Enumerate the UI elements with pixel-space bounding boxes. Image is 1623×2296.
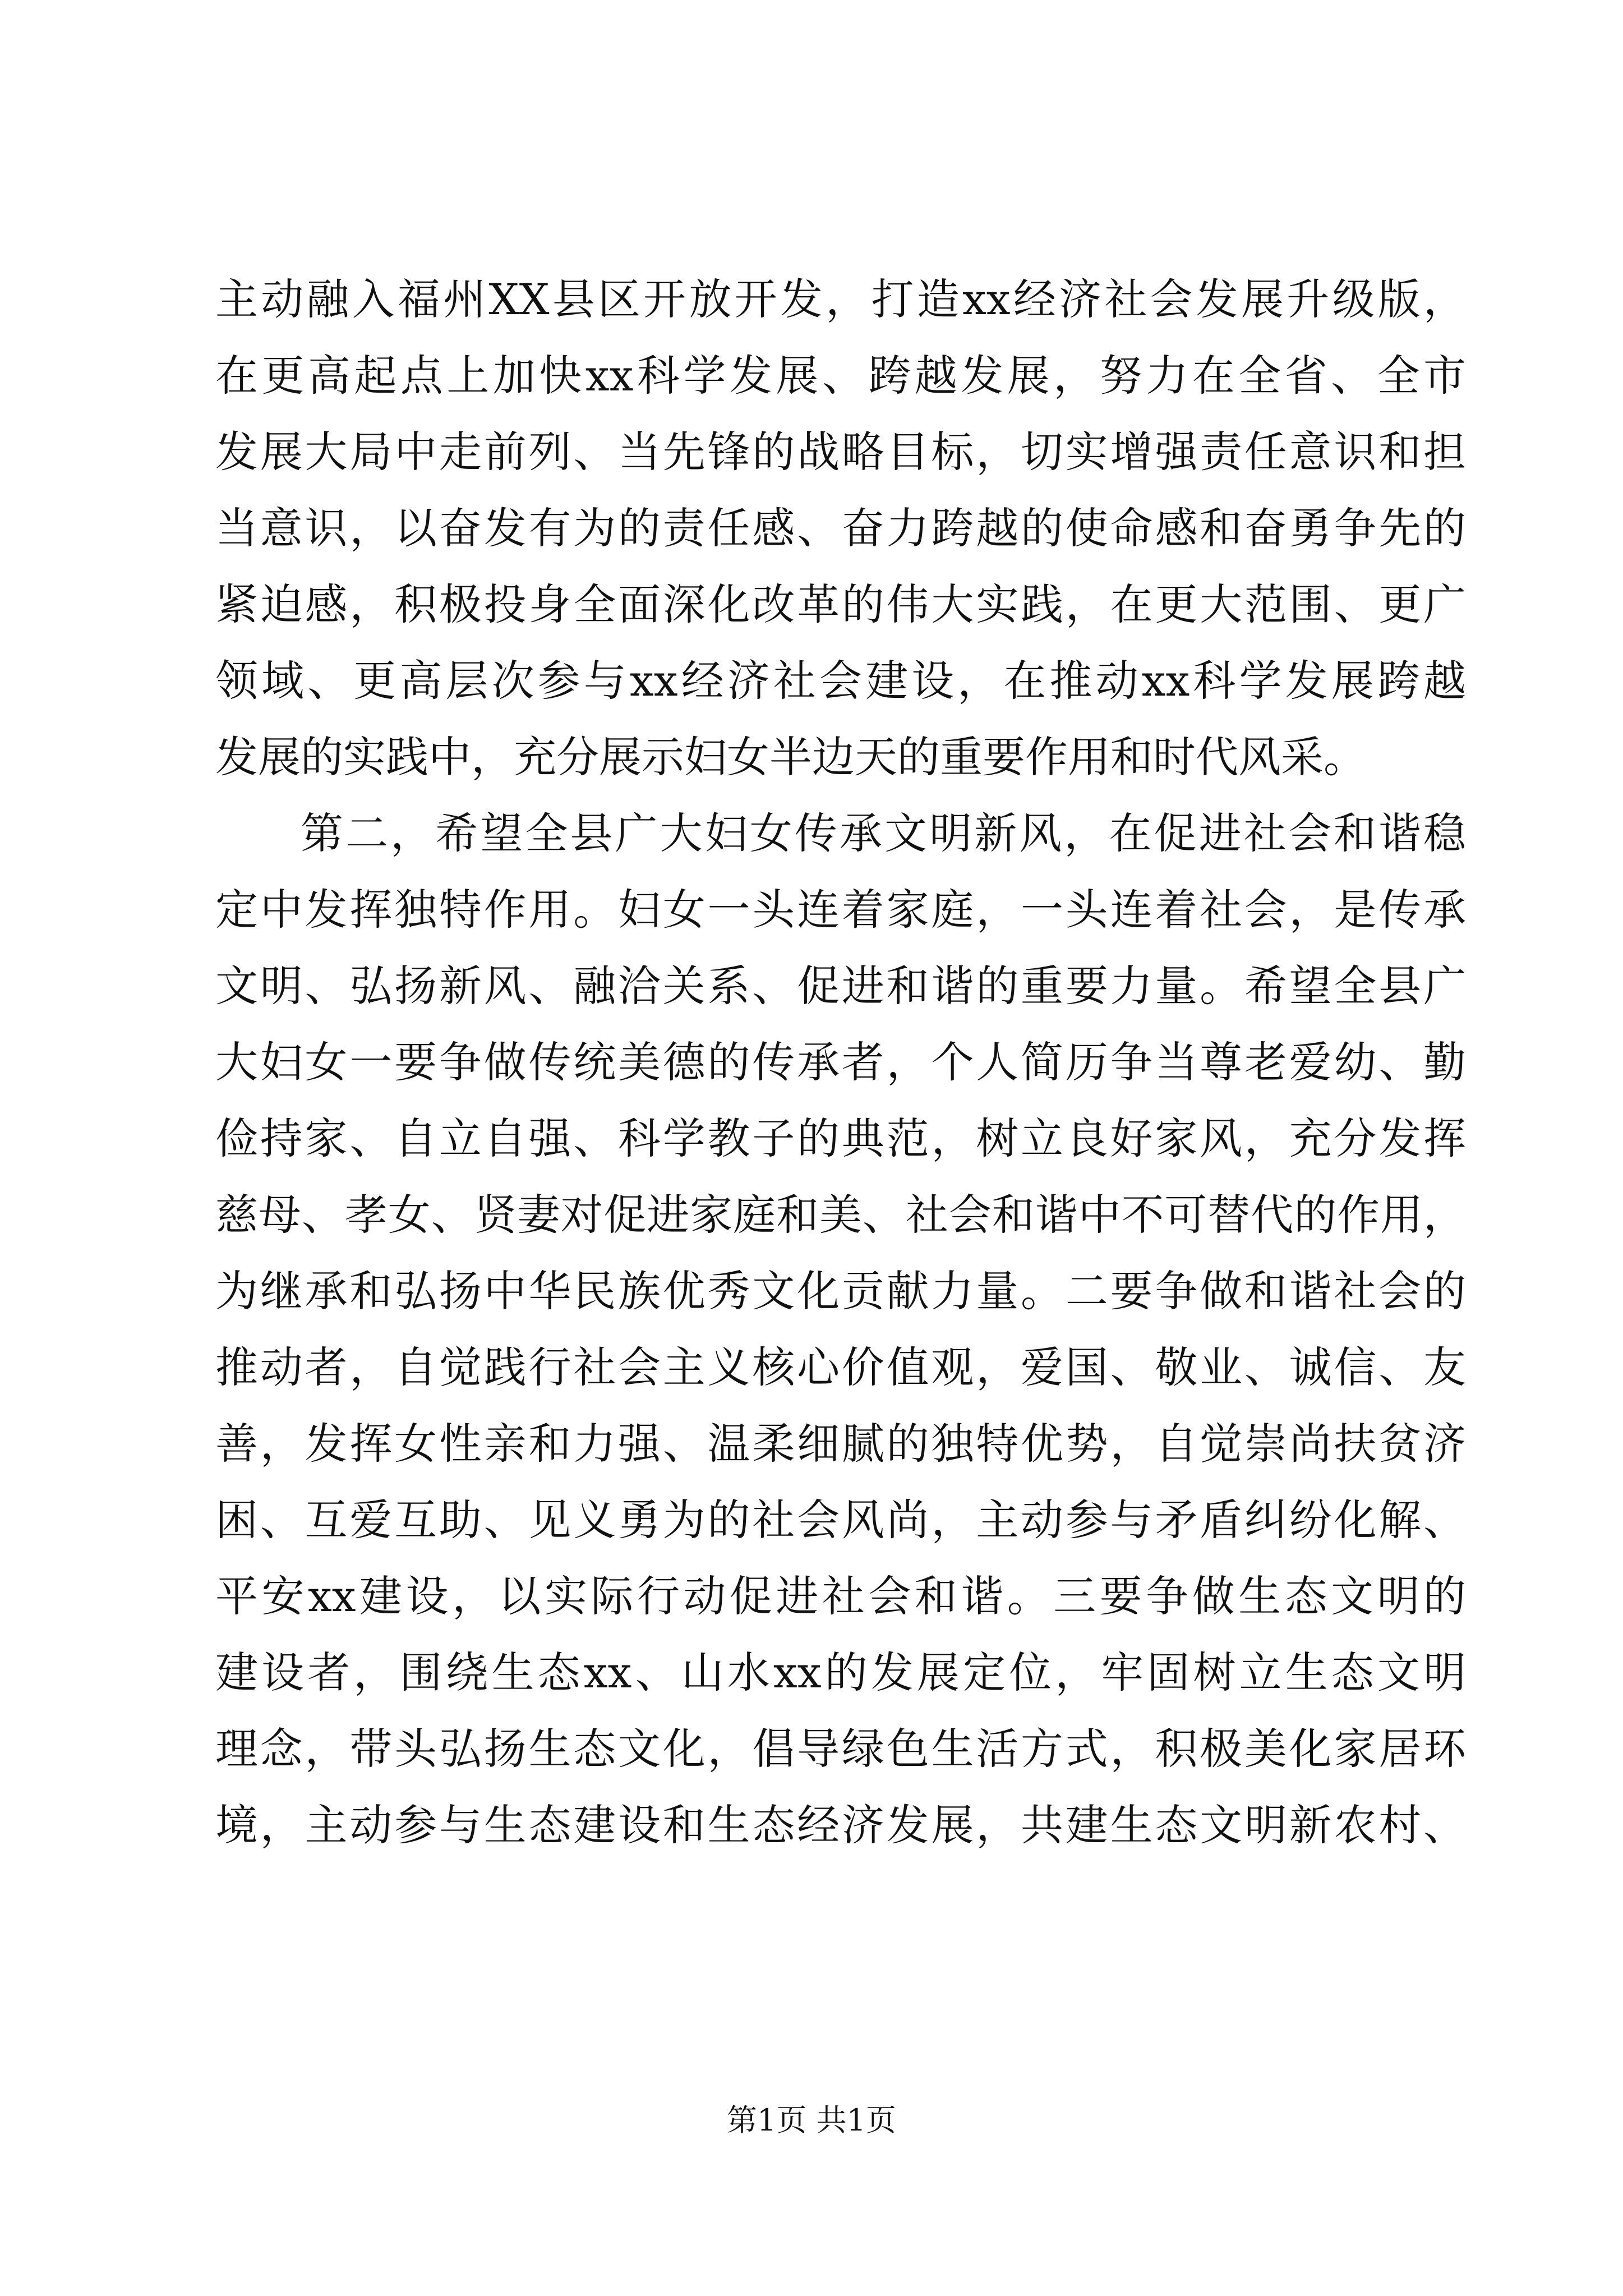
text-line: 为继承和弘扬中华民族优秀文化贡献力量。二要争做和谐社会的 — [215, 1266, 1466, 1316]
text-line: 平安xx建设，以实际行动促进社会和谐。三要争做生态文明的 — [215, 1571, 1466, 1621]
text-line: 文明、弘扬新风、融洽关系、促进和谐的重要力量。希望全县广 — [215, 961, 1466, 1011]
text-line: 发展大局中走前列、当先锋的战略目标，切实增强责任意识和担 — [215, 427, 1466, 477]
text-line: 定中发挥独特作用。妇女一头连着家庭，一头连着社会，是传承 — [215, 885, 1466, 935]
text-line: 当意识，以奋发有为的责任感、奋力跨越的使命感和奋勇争先的 — [215, 503, 1466, 553]
paragraph-first-line: 第二，希望全县广大妇女传承文明新风，在促进社会和谐稳 — [301, 808, 1466, 858]
text-line: 发展的实践中，充分展示妇女半边天的重要作用和时代风采。 — [215, 732, 1366, 782]
page-footer — [0, 2101, 1623, 2140]
text-line: 境，主动参与生态建设和生态经济发展，共建生态文明新农村、 — [215, 1800, 1466, 1850]
text-line: 理念，带头弘扬生态文化，倡导绿色生活方式，积极美化家居环 — [215, 1724, 1466, 1774]
text-line: 主动融入福州XX县区开放开发，打造xx经济社会发展升级版， — [215, 274, 1466, 324]
text-line: 困、互爱互助、见义勇为的社会风尚，主动参与矛盾纠纷化解、 — [215, 1495, 1466, 1545]
text-line: 推动者，自觉践行社会主义核心价值观，爱国、敬业、诚信、友 — [215, 1342, 1466, 1392]
text-line: 紧迫感，积极投身全面深化改革的伟大实践，在更大范围、更广 — [215, 579, 1466, 629]
text-line: 慈母、孝女、贤妻对促进家庭和美、社会和谐中不可替代的作用， — [215, 1190, 1466, 1240]
text-line: 大妇女一要争做传统美德的传承者，个人简历争当尊老爱幼、勤 — [215, 1037, 1466, 1087]
text-line: 建设者，围绕生态xx、山水xx的发展定位，牢固树立生态文明 — [215, 1648, 1466, 1697]
text-line: 在更高起点上加快xx科学发展、跨越发展，努力在全省、全市 — [215, 351, 1466, 401]
page-number-label: 第1页 共1页 — [727, 2102, 896, 2138]
text-line: 善，发挥女性亲和力强、温柔细腻的独特优势，自觉崇尚扶贫济 — [215, 1419, 1466, 1469]
text-line: 俭持家、自立自强、科学教子的典范，树立良好家风，充分发挥 — [215, 1114, 1466, 1163]
text-line: 领域、更高层次参与xx经济社会建设，在推动xx科学发展跨越 — [215, 656, 1466, 706]
body-text — [215, 261, 1466, 1864]
